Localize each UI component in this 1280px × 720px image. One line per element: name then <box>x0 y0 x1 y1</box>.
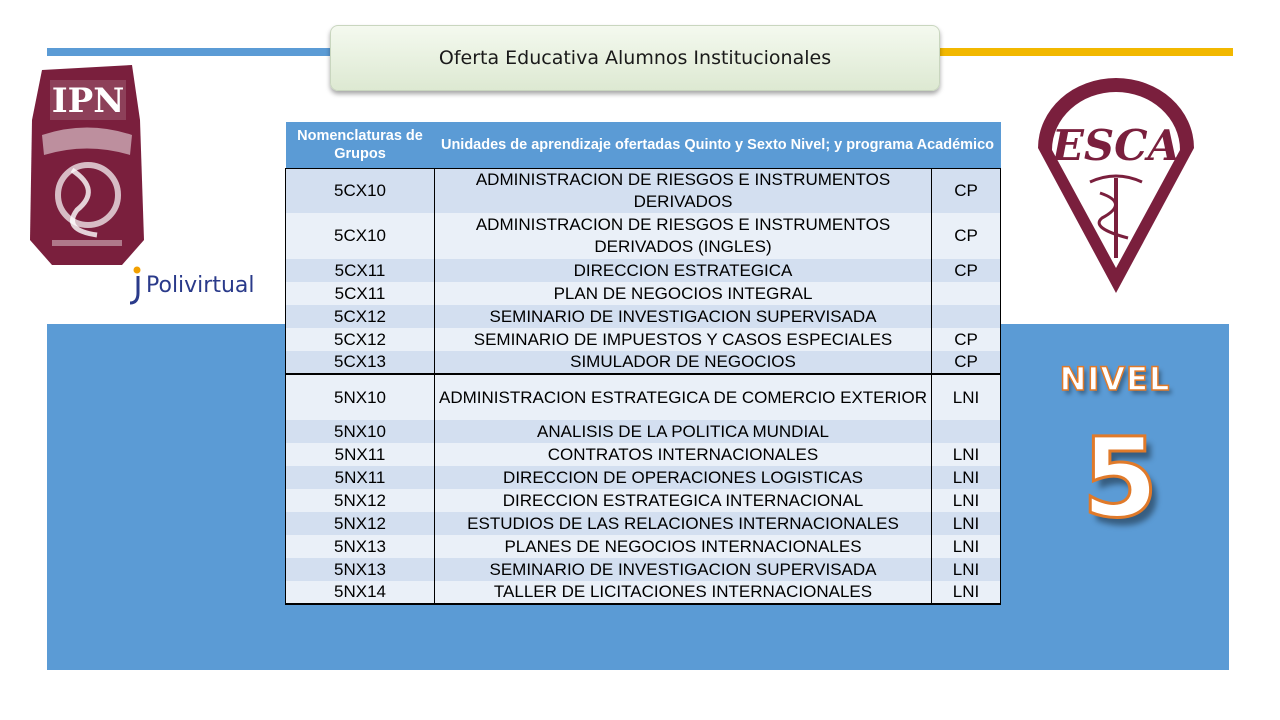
unit-cell: PLAN DE NEGOCIOS INTEGRAL <box>435 282 932 305</box>
unit-cell: DIRECCION DE OPERACIONES LOGISTICAS <box>435 466 932 489</box>
header-units: Unidades de aprendizaje ofertadas Quinto y Sexto Nivel; y programa Académico <box>435 122 1001 169</box>
program-cell: LNI <box>932 558 1001 581</box>
unit-cell: ADMINISTRACION DE RIESGOS E INSTRUMENTOS DERIVADOS <box>435 169 932 214</box>
group-cell: 5NX11 <box>286 466 435 489</box>
group-cell: 5CX13 <box>286 351 435 374</box>
nivel-number: 5 <box>1081 414 1159 542</box>
group-cell: 5NX14 <box>286 581 435 604</box>
nivel-label: NIVEL <box>1059 360 1171 398</box>
program-cell <box>932 282 1001 305</box>
group-cell: 5NX10 <box>286 374 435 420</box>
program-cell: LNI <box>932 535 1001 558</box>
unit-cell: DIRECCION ESTRATEGICA INTERNACIONAL <box>435 489 932 512</box>
program-cell: LNI <box>932 374 1001 420</box>
table-row <box>286 351 1001 374</box>
program-cell: LNI <box>932 489 1001 512</box>
unit-cell: DIRECCION ESTRATEGICA <box>435 259 932 282</box>
unit-cell: PLANES DE NEGOCIOS INTERNACIONALES <box>435 535 932 558</box>
table-row <box>286 305 1001 328</box>
table-row <box>286 489 1001 512</box>
unit-cell: SIMULADOR DE NEGOCIOS <box>435 351 932 374</box>
table-row <box>286 535 1001 558</box>
group-cell: 5CX10 <box>286 213 435 259</box>
polivirtual-label: Polivirtual <box>146 272 255 298</box>
table-header-row <box>286 122 1001 169</box>
slide-title <box>330 25 940 91</box>
table-row <box>286 443 1001 466</box>
esca-logo <box>1030 78 1202 300</box>
program-cell: CP <box>932 213 1001 259</box>
table-row <box>286 282 1001 305</box>
program-cell <box>932 305 1001 328</box>
program-cell: CP <box>932 328 1001 351</box>
table-row <box>286 420 1001 443</box>
program-cell: LNI <box>932 512 1001 535</box>
course-offer-table <box>285 122 1001 605</box>
ipn-logo <box>22 60 152 275</box>
slide-title-text: Oferta Educativa Alumnos Institucionales <box>438 47 832 69</box>
svg-text:ESCA: ESCA <box>1051 121 1181 170</box>
svg-text:IPN: IPN <box>51 81 125 121</box>
group-cell: 5CX12 <box>286 305 435 328</box>
unit-cell: ADMINISTRACION DE RIESGOS E INSTRUMENTOS DERIVADOS (INGLES) <box>435 213 932 259</box>
unit-cell: TALLER DE LICITACIONES INTERNACIONALES <box>435 581 932 604</box>
table-row <box>286 374 1001 420</box>
header-group: Nomenclaturas de Grupos <box>286 122 435 169</box>
group-cell: 5NX13 <box>286 535 435 558</box>
program-cell: CP <box>932 259 1001 282</box>
group-cell: 5CX11 <box>286 282 435 305</box>
polivirtual-logo <box>128 262 278 308</box>
unit-cell: ESTUDIOS DE LAS RELACIONES INTERNACIONALES <box>435 512 932 535</box>
unit-cell: ADMINISTRACION ESTRATEGICA DE COMERCIO EXTERIOR <box>435 374 932 420</box>
unit-cell: SEMINARIO DE INVESTIGACION SUPERVISADA <box>435 305 932 328</box>
group-cell: 5NX12 <box>286 489 435 512</box>
group-cell: 5NX10 <box>286 420 435 443</box>
group-cell: 5NX11 <box>286 443 435 466</box>
table-row <box>286 328 1001 351</box>
table-row <box>286 558 1001 581</box>
program-cell: CP <box>932 169 1001 214</box>
polivirtual-mark-icon <box>128 265 142 305</box>
group-cell: 5CX12 <box>286 328 435 351</box>
unit-cell: CONTRATOS INTERNACIONALES <box>435 443 932 466</box>
group-cell: 5CX11 <box>286 259 435 282</box>
program-cell: LNI <box>932 466 1001 489</box>
unit-cell: SEMINARIO DE INVESTIGACION SUPERVISADA <box>435 558 932 581</box>
program-cell <box>932 420 1001 443</box>
table-row <box>286 259 1001 282</box>
unit-cell: ANALISIS DE LA POLITICA MUNDIAL <box>435 420 932 443</box>
top-blue-bar <box>47 48 337 56</box>
program-cell: LNI <box>932 581 1001 604</box>
group-cell: 5NX12 <box>286 512 435 535</box>
unit-cell: SEMINARIO DE IMPUESTOS Y CASOS ESPECIALES <box>435 328 932 351</box>
table-row <box>286 466 1001 489</box>
program-cell: CP <box>932 351 1001 374</box>
group-cell: 5CX10 <box>286 169 435 214</box>
group-cell: 5NX13 <box>286 558 435 581</box>
program-cell: LNI <box>932 443 1001 466</box>
table-row <box>286 581 1001 604</box>
table-row <box>286 213 1001 259</box>
top-gold-bar <box>940 48 1233 56</box>
table-row <box>286 169 1001 214</box>
table-row <box>286 512 1001 535</box>
